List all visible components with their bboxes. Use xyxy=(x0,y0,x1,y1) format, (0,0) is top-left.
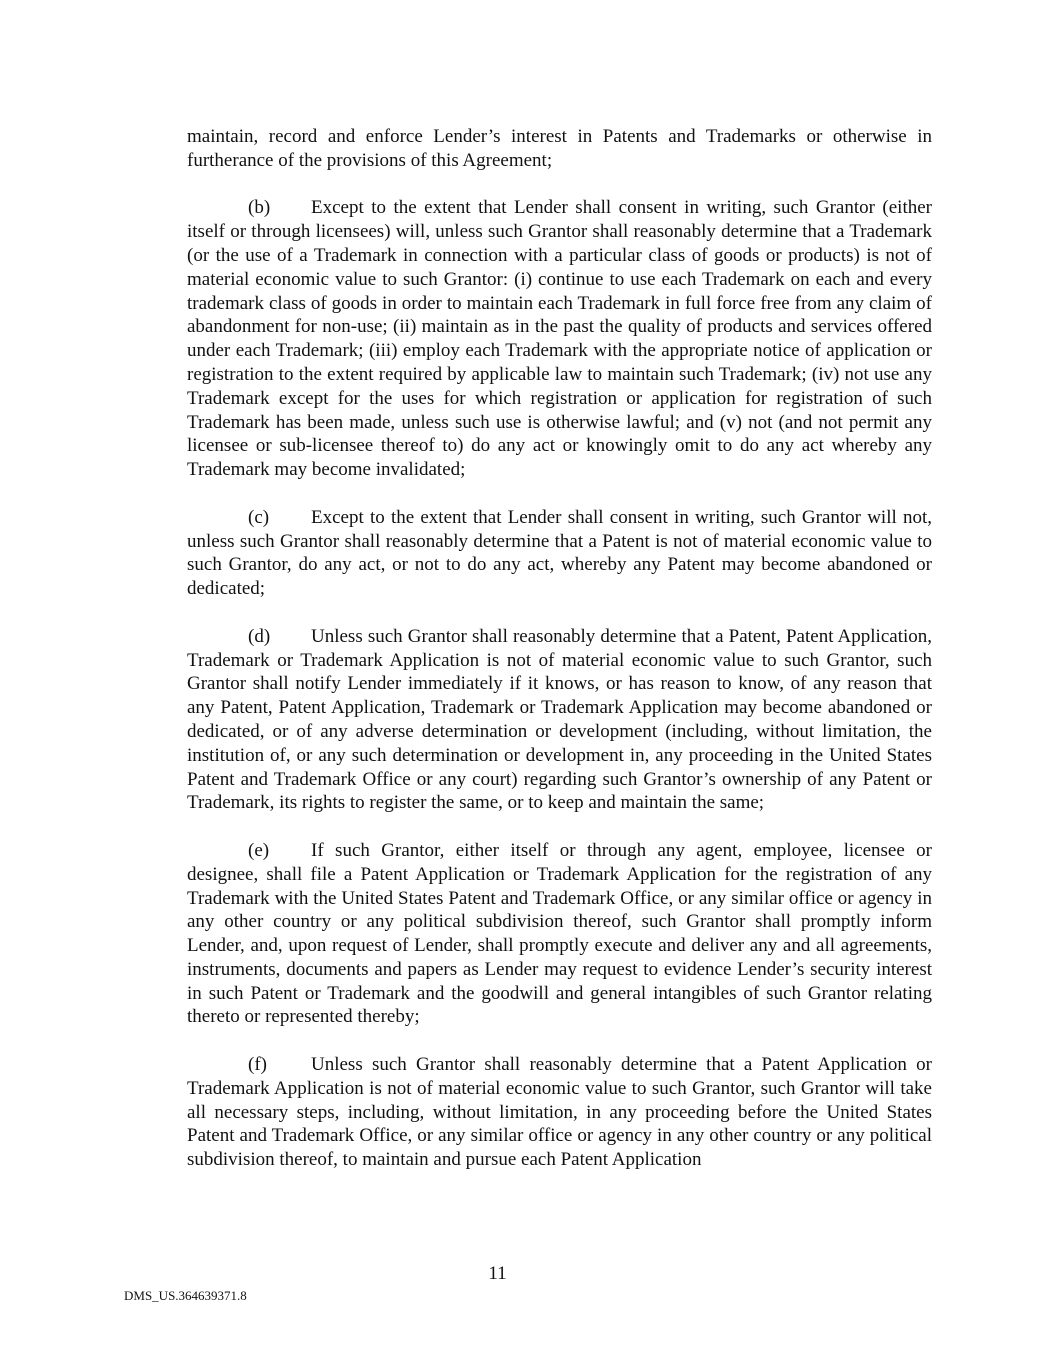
continuation-paragraph: maintain, record and enforce Lender’s interest in Patents and Trademarks or otherwise in furtherance of the provisions of this Agreement; xyxy=(187,126,932,171)
paragraph-text: Except to the extent that Lender shall consent in writing, such Grantor will not, unless such Grantor shall reasonably determine that a Patent is not of material economic value to such Grantor, do any act, or not to do any act, whereby any Patent may become abandoned or dedicated; xyxy=(187,506,932,600)
document-body xyxy=(187,125,932,1196)
paragraph-d xyxy=(187,625,932,815)
paragraph-text: Except to the extent that Lender shall consent in writing, such Grantor (either itself or through licensees) will, unless such Grantor shall reasonably determine that a Trademark (or the use of a Trademark in connection with a particular class of goods or products) is not of material economic value to such Grantor: (i) continue to use each Trademark on each and every trademark class of goods in order to maintain each Trademark in full force free from any claim of abandonment for non-use; (ii) maintain as in the past the quality of products and services offered under each Trademark; (iii) employ each Trademark with the appropriate notice of application or registration to the extent required by applicable law to maintain such Trademark; (iv) not use any Trademark except for the uses for which registration or application for registration of such Trademark has been made, unless such use is otherwise lawful; and (v) not (and not permit any licensee or sub-licensee thereof to) do any act or knowingly omit to do any act whereby any Trademark may become invalidated; xyxy=(187,197,932,481)
paragraph-label: (b) xyxy=(248,197,271,219)
paragraph-f xyxy=(187,1053,932,1172)
paragraph-c xyxy=(187,506,932,601)
paragraph-label: (f) xyxy=(248,1054,267,1076)
paragraph-b xyxy=(187,196,932,482)
paragraph-e xyxy=(187,839,932,1029)
paragraph-text: If such Grantor, either itself or through any agent, employee, licensee or designee, shall file a Patent Application or Trademark Application for the registration of any Trademark with the United States Patent and Trademark Office, or any similar office or agency in any other country or any political subdivision thereof, such Grantor shall promptly inform Lender, and, upon request of Lender, shall promptly execute and deliver any and all agreements, instruments, documents and papers as Lender may request to evidence Lender’s security interest in such Patent or Trademark and the goodwill and general intangibles of such Grantor relating thereto or represented thereby; xyxy=(187,839,932,1028)
paragraph-text: Unless such Grantor shall reasonably determine that a Patent, Patent Application, Trademark or Trademark Application is not of material economic value to such Grantor, such Grantor shall notify Lender immediately if it knows, or has reason to know, of any reason that any Patent, Patent Application, Trademark or Trademark Application may become abandoned or dedicated, or of any adverse determination or development (including, without limitation, the institution of, or any such determination or development in, any proceeding in the United States Patent and Trademark Office or any court) regarding such Grantor’s ownership of any Patent or Trademark, its rights to register the same, or to keep and maintain the same; xyxy=(187,625,932,814)
document-id: DMS_US.364639371.8 xyxy=(124,1288,247,1303)
page-number: 11 xyxy=(488,1263,507,1284)
paragraph-label: (d) xyxy=(248,625,271,647)
paragraph-text: Unless such Grantor shall reasonably determine that a Patent Application or Trademark Application is not of material economic value to such Grantor, such Grantor will take all necessary steps, including, without limitation, in any proceeding before the United States Patent and Trademark Office, or any similar office or agency in any other country or any political subdivision thereof, to maintain and pursue each Patent Application xyxy=(187,1054,932,1171)
paragraph-label: (e) xyxy=(248,839,270,861)
paragraph-label: (c) xyxy=(248,506,270,528)
